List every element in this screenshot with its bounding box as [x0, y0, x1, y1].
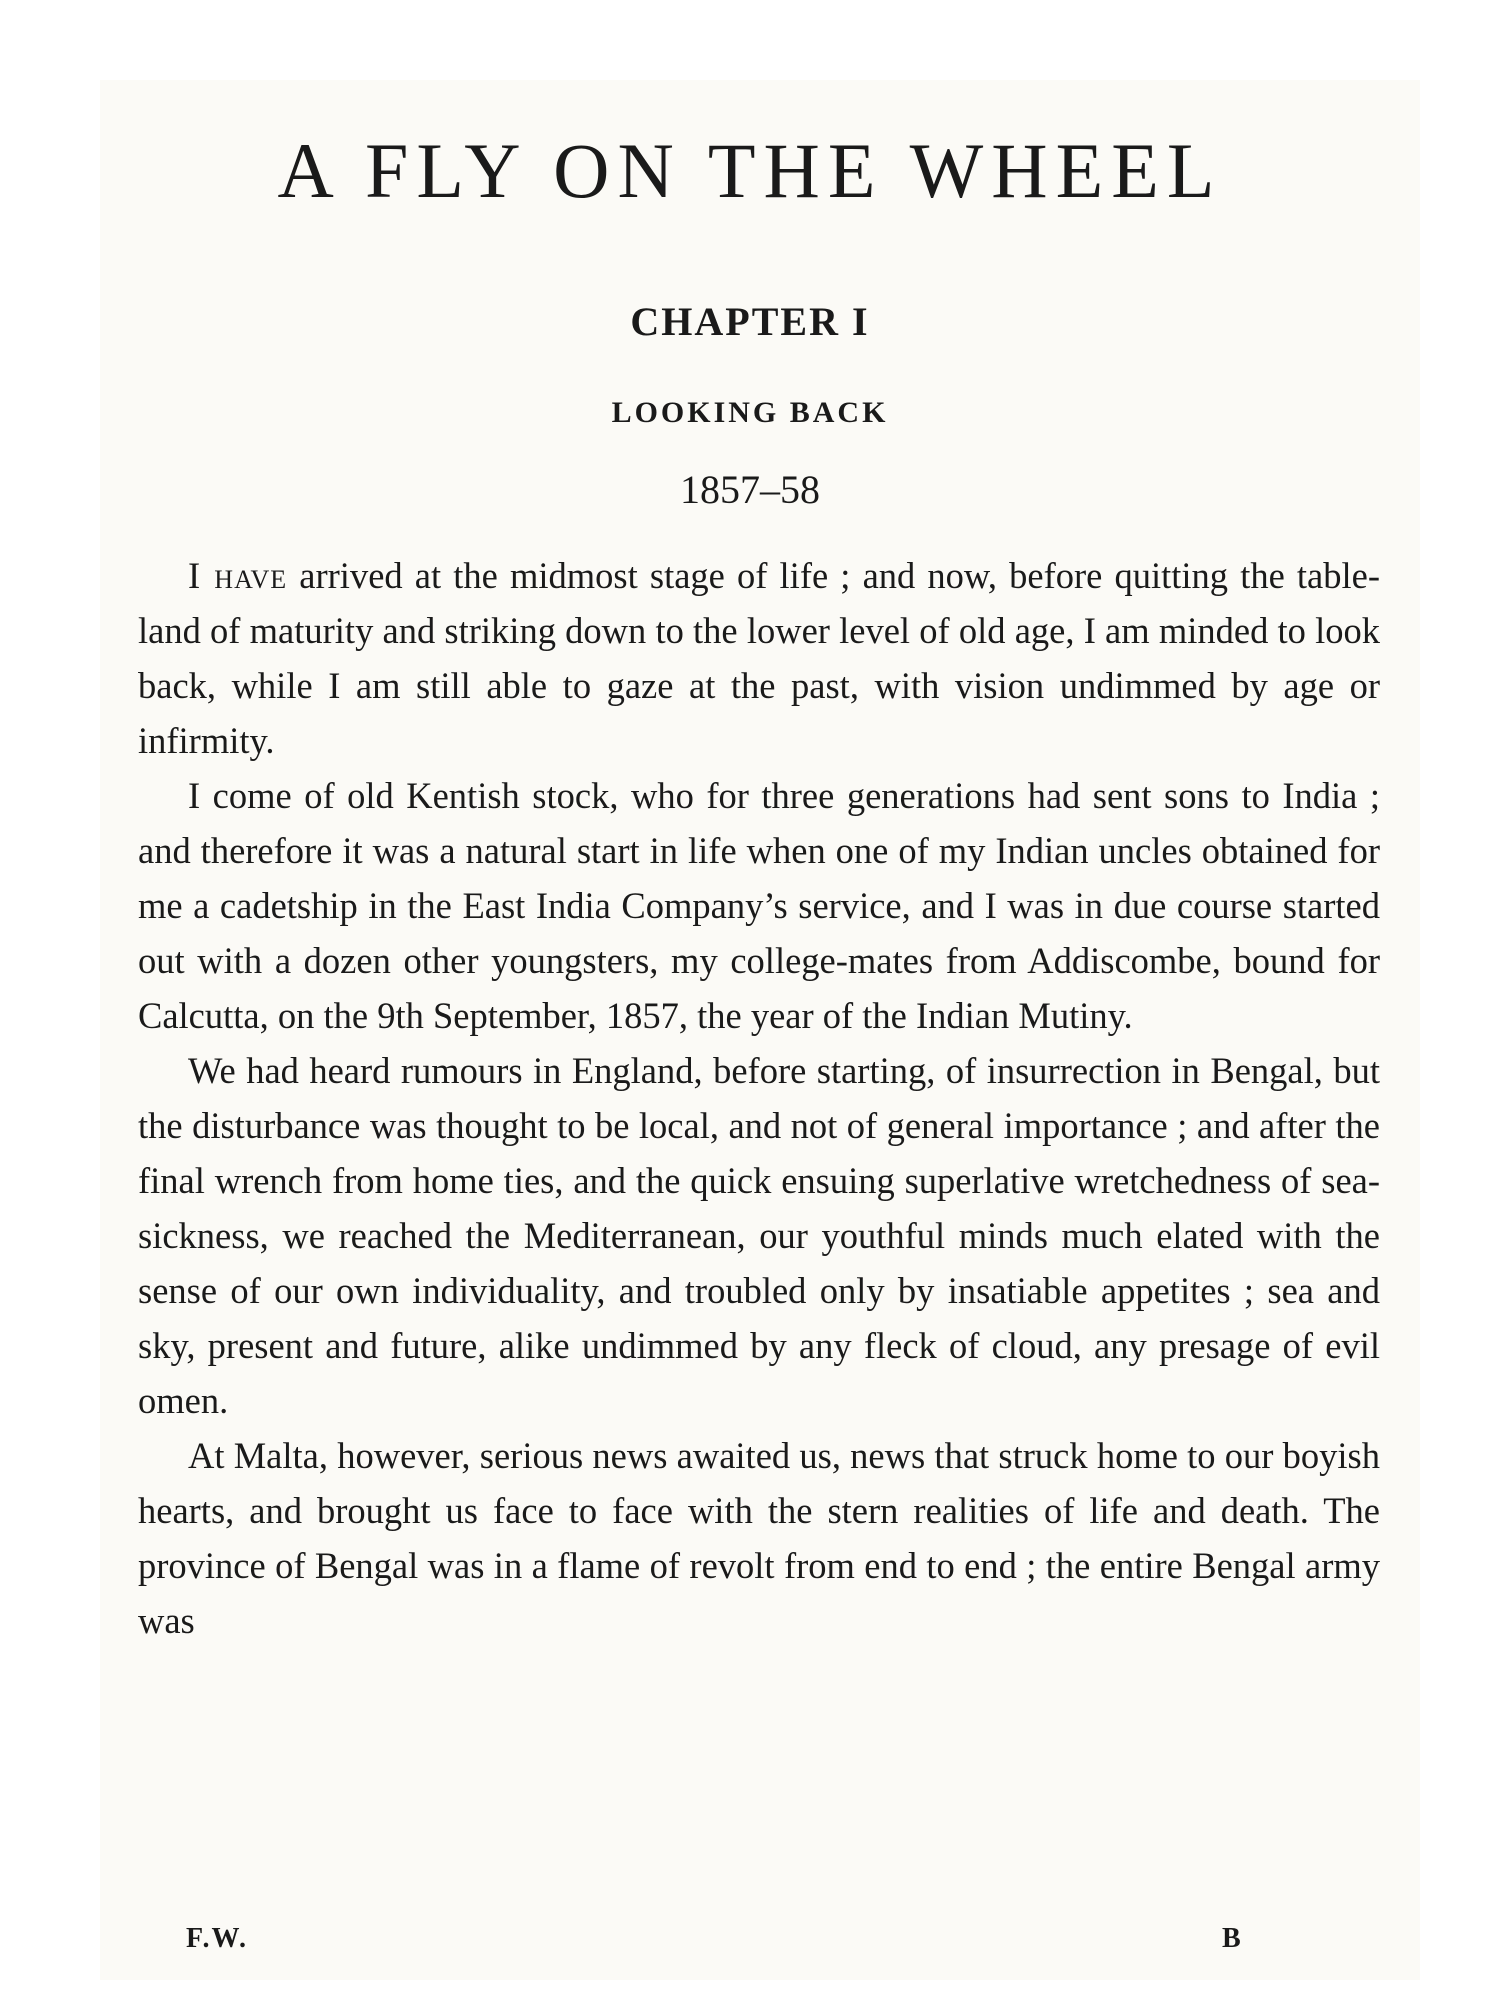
- paragraph-2: I come of old Kentish stock, who for three generations had sent sons to India ; and therefore it was a natural start in life when one of my Indian uncles obtained for me a cadetship in the East India Company’s service, and I was in due course started out with a dozen other youngsters, my college-mates from Addiscombe, bound for Calcutta, on the 9th September, 1857, the year of the Indian Mutiny.: [138, 775, 1380, 1036]
- chapter-title: LOOKING BACK: [611, 396, 889, 429]
- body-text: [138, 548, 1380, 1648]
- chapter-number: CHAPTER I: [630, 299, 870, 344]
- book-title: A FLY ON THE WHEEL: [277, 127, 1223, 214]
- paragraph-4: At Malta, however, serious news awaited us, news that struck home to our boyish hearts, and brought us face to face with the stern realities of life and death. The province of Bengal was in a flame of revolt from end to end ; the entire Bengal army was: [138, 1435, 1380, 1641]
- footer-signature: F.W.: [186, 1923, 248, 1954]
- paragraph-3: We had heard rumours in England, before starting, of insurrection in Bengal, but the disturbance was thought to be local, and not of general importance ; and after the final wrench from home ties, and the quick ensuing superlative wretchedness of sea-sickness, we reached the Mediterranean, our youthful minds much elated with the sense of our own individuality, and troubled only by insatiable appetites ; sea and sky, present and future, alike undimmed by any fleck of cloud, any presage of evil omen.: [138, 1050, 1380, 1421]
- footer-sheet-mark: B: [1222, 1923, 1243, 1954]
- chapter-years: 1857–58: [680, 467, 820, 512]
- paragraph-1-text: arrived at the midmost stage of life ; and now, before quitting the table-land of maturity and striking down to the lower level of old age, I am minded to look back, while I am still able to gaze at the past, with vision undimmed by age or infirmity.: [138, 555, 1381, 761]
- paragraph-1-lead: I have: [188, 555, 288, 596]
- paragraph-1: [138, 548, 1380, 768]
